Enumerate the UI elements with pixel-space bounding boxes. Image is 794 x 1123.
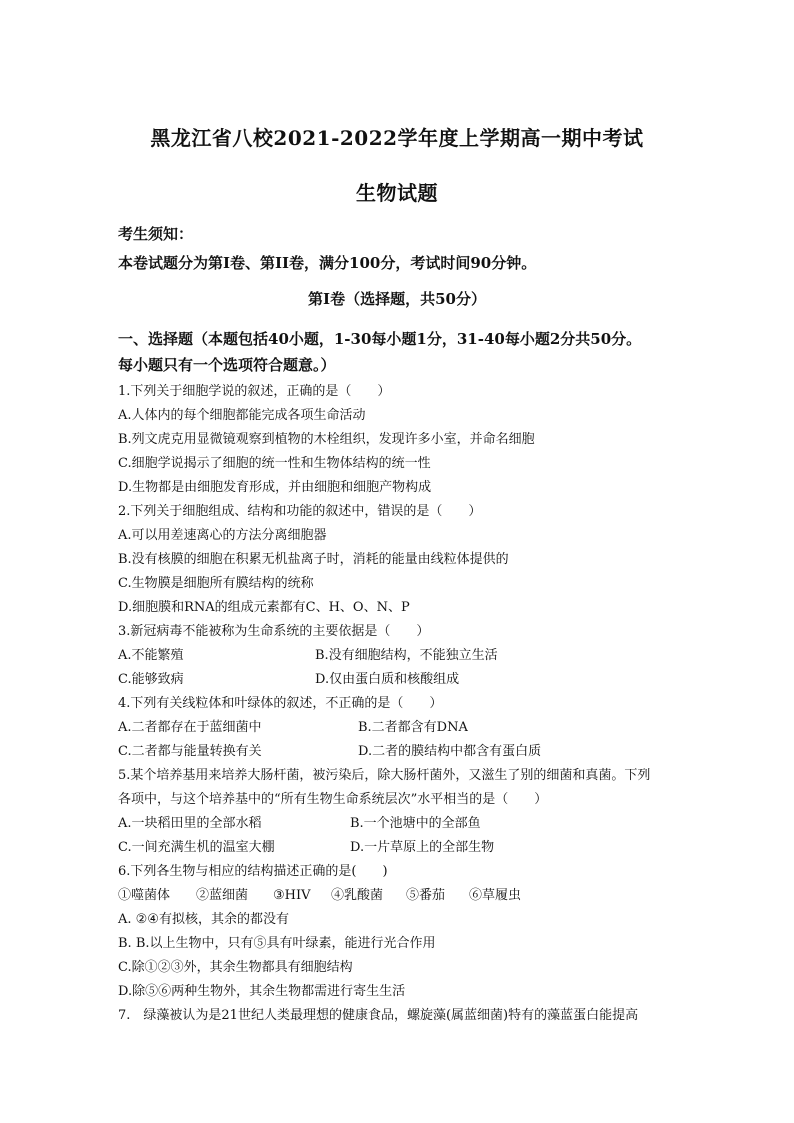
q6-option-b: B. B.以上生物中，只有⑤具有叶绿素，能进行光合作用 bbox=[118, 936, 436, 951]
q5-stem-line-2: 各项中，与这个培养基中的“所有生物生命系统层次”水平相当的是（ ） bbox=[118, 792, 548, 807]
q1-option-b: B.列文虎克用显微镜观察到植物的木栓组织，发现许多小室，并命名细胞 bbox=[118, 432, 535, 447]
q6-organism-5: ⑤番茄 bbox=[406, 888, 446, 903]
q5-option-c: C.一间充满生机的温室大棚 bbox=[118, 840, 275, 855]
q3-option-d: D.仅由蛋白质和核酸组成 bbox=[315, 672, 460, 687]
q1-option-c: C.细胞学说揭示了细胞的统一性和生物体结构的统一性 bbox=[118, 456, 431, 471]
q6-organism-4: ④乳酸菌 bbox=[331, 888, 384, 903]
section-instruction-1: 一、选择题（本题包括40小题，1-30每小题1分，31-40每小题2分共50分。 bbox=[118, 330, 642, 348]
q5-stem-line-1: 5.某个培养基用来培养大肠杆菌，被污染后，除大肠杆菌外，又滋生了别的细菌和真菌。下列 bbox=[118, 768, 651, 783]
q4-option-d: D.二者的膜结构中都含有蛋白质 bbox=[358, 744, 542, 759]
q3-option-b: B.没有细胞结构，不能独立生活 bbox=[315, 648, 498, 663]
q5-option-d: D.一片草原上的全部生物 bbox=[350, 840, 495, 855]
q6-option-c: C.除①②③外，其余生物都具有细胞结构 bbox=[118, 960, 353, 975]
q2-option-d: D.细胞膜和RNA的组成元素都有C、H、O、N、P bbox=[118, 600, 410, 615]
q6-option-d: D.除⑤⑥两种生物外，其余生物都需进行寄生生活 bbox=[118, 984, 406, 999]
q7-stem: 7. 绿藻被认为是21世纪人类最理想的健康食品，螺旋藻(属蓝细菌)特有的藻蓝蛋白能提高 bbox=[118, 1008, 639, 1023]
q6-organism-1: ①噬菌体 bbox=[118, 888, 171, 903]
q4-option-c: C.二者都与能量转换有关 bbox=[118, 744, 262, 759]
q1-option-d: D.生物都是由细胞发育形成，并由细胞和细胞产物构成 bbox=[118, 480, 432, 495]
q3-option-a: A.不能繁殖 bbox=[118, 648, 184, 663]
q3-stem: 3.新冠病毒不能被称为生命系统的主要依据是（ ） bbox=[118, 624, 430, 639]
q3-option-c: C.能够致病 bbox=[118, 672, 184, 687]
exam-title: 黑龙江省八校2021-2022学年度上学期高一期中考试 bbox=[150, 126, 644, 150]
q4-stem: 4.下列有关线粒体和叶绿体的叙述，不正确的是（ ） bbox=[118, 696, 443, 711]
exam-subtitle: 生物试题 bbox=[356, 181, 438, 205]
q2-stem: 2.下列关于细胞组成、结构和功能的叙述中，错误的是（ ） bbox=[118, 504, 482, 519]
q5-option-b: B.一个池塘中的全部鱼 bbox=[350, 816, 481, 831]
q2-option-c: C.生物膜是细胞所有膜结构的统称 bbox=[118, 576, 314, 591]
section-heading: 第I卷（选择题，共50分） bbox=[308, 290, 486, 308]
q6-option-a: A. ②④有拟核，其余的都没有 bbox=[118, 912, 289, 927]
q6-organism-2: ②蓝细菌 bbox=[196, 888, 249, 903]
section-instruction-2: 每小题只有一个选项符合题意。） bbox=[118, 356, 336, 374]
q4-option-a: A.二者都存在于蓝细菌中 bbox=[118, 720, 262, 735]
q6-stem: 6.下列各生物与相应的结构描述正确的是( ) bbox=[118, 864, 388, 879]
q2-option-b: B.没有核膜的细胞在积累无机盐离子时，消耗的能量由线粒体提供的 bbox=[118, 552, 509, 567]
q1-stem: 1.下列关于细胞学说的叙述，正确的是（ ） bbox=[118, 384, 391, 399]
q6-organism-6: ⑥草履虫 bbox=[469, 888, 522, 903]
q4-option-b: B.二者都含有DNA bbox=[358, 720, 468, 735]
q6-organism-3: ③HIV bbox=[273, 888, 311, 903]
notice-text: 本卷试题分为第I卷、第II卷，满分100分，考试时间90分钟。 bbox=[118, 254, 537, 272]
q1-option-a: A.人体内的每个细胞都能完成各项生命活动 bbox=[118, 408, 366, 423]
q5-option-a: A.一块稻田里的全部水稻 bbox=[118, 816, 262, 831]
q2-option-a: A.可以用差速离心的方法分离细胞器 bbox=[118, 528, 327, 543]
notice-label: 考生须知： bbox=[118, 225, 194, 243]
